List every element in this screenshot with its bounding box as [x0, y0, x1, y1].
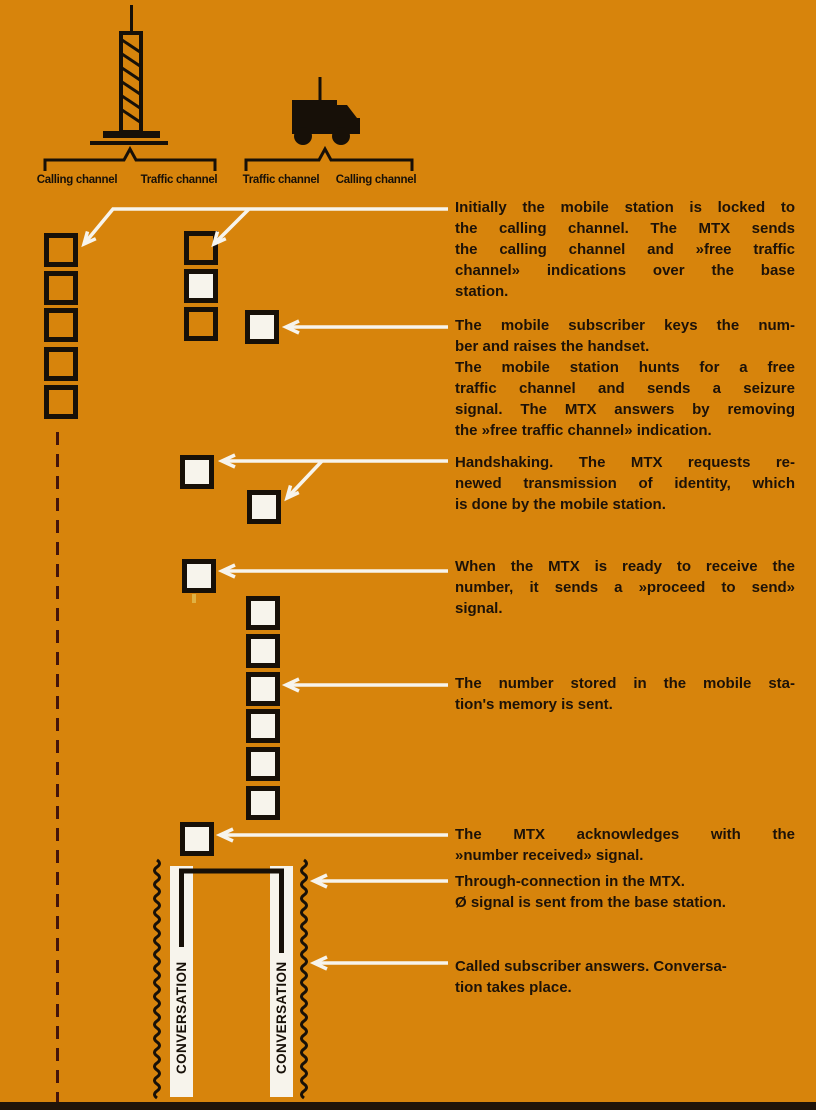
label-mobile-traffic-channel: Traffic channel	[242, 174, 320, 186]
truck-icon	[292, 77, 360, 145]
conversation-label-mobile: CONVERSATION	[274, 961, 289, 1075]
annotation-number-sent: The number stored in the mobile sta- tion's memory is sent.	[455, 675, 795, 713]
connector-1	[84, 209, 448, 244]
annotation-proceed-to-send: When the MTX is ready to receive the number, it sends a »proceed to send» signal.	[455, 558, 795, 617]
signal-box-base-traffic	[184, 307, 218, 341]
annotation-locked-to-calling-channel: Initially the mobile station is locked to the calling channel. The MTX sends the calling channel and »free traffic channel» indications over the base station.	[455, 199, 795, 300]
zigzag-right	[302, 860, 307, 1098]
arrowhead	[314, 875, 327, 887]
arrowhead	[286, 679, 299, 691]
radio-tower-icon	[90, 5, 168, 145]
signal-box-number-digit	[246, 786, 280, 820]
signal-box-number-digit	[246, 709, 280, 743]
signal-box-number-received-ack	[180, 822, 214, 856]
base-station-bracket	[45, 149, 215, 171]
signal-box-base-calling	[44, 271, 78, 305]
zigzag-left	[155, 860, 160, 1098]
annotation-handshaking: Handshaking. The MTX requests re- newed transmission of identity, which is done by the mobile station.	[455, 454, 795, 513]
signal-box-base-calling	[44, 233, 78, 267]
annotation-conversation: Called subscriber answers. Conversa- tion takes place.	[455, 958, 727, 996]
tick-mark	[192, 594, 196, 603]
arrowhead	[314, 957, 327, 969]
signal-box-handshake-base	[180, 455, 214, 489]
mobile-station-bracket	[246, 149, 412, 171]
arrowhead	[287, 486, 299, 499]
signal-box-base-traffic	[184, 269, 218, 303]
signal-box-number-digit	[246, 747, 280, 781]
conversation-label-base: CONVERSATION	[174, 961, 189, 1075]
signal-box-base-traffic	[184, 231, 218, 265]
signal-box-base-calling	[44, 347, 78, 381]
annotation-number-received: The MTX acknowledges with the »number received» signal.	[455, 826, 795, 864]
label-base-traffic-channel: Traffic channel	[140, 174, 218, 186]
label-mobile-calling-channel: Calling channel	[335, 174, 417, 186]
arrowhead	[222, 455, 235, 467]
arrowhead	[84, 232, 96, 245]
signal-box-number-digit	[246, 596, 280, 630]
arrowhead	[220, 829, 233, 841]
connector-3-branch	[287, 461, 322, 498]
signal-box-number-digit	[246, 672, 280, 706]
signal-box-mobile-seizure	[245, 310, 279, 344]
through-connection-bridge	[182, 871, 282, 953]
signal-box-number-digit	[246, 634, 280, 668]
signal-box-base-calling	[44, 385, 78, 419]
annotation-subscriber-keys-number: The mobile subscriber keys the num- ber and raises the handset. The mobile station hunts for a free traffic channel and sends a seizure signal. The MTX answers by removing the »free traffic channel» indication.	[455, 317, 795, 439]
page-bottom-edge	[0, 1102, 816, 1110]
arrowhead	[286, 321, 299, 333]
connector-1-branch	[214, 209, 249, 244]
signal-box-handshake-mobile	[247, 490, 281, 524]
arrowhead	[222, 565, 235, 577]
annotation-through-connection: Through-connection in the MTX. Ø signal is sent from the base station.	[455, 873, 726, 911]
label-base-calling-channel: Calling channel	[36, 174, 118, 186]
signal-box-proceed-to-send	[182, 559, 216, 593]
signal-box-base-calling	[44, 308, 78, 342]
